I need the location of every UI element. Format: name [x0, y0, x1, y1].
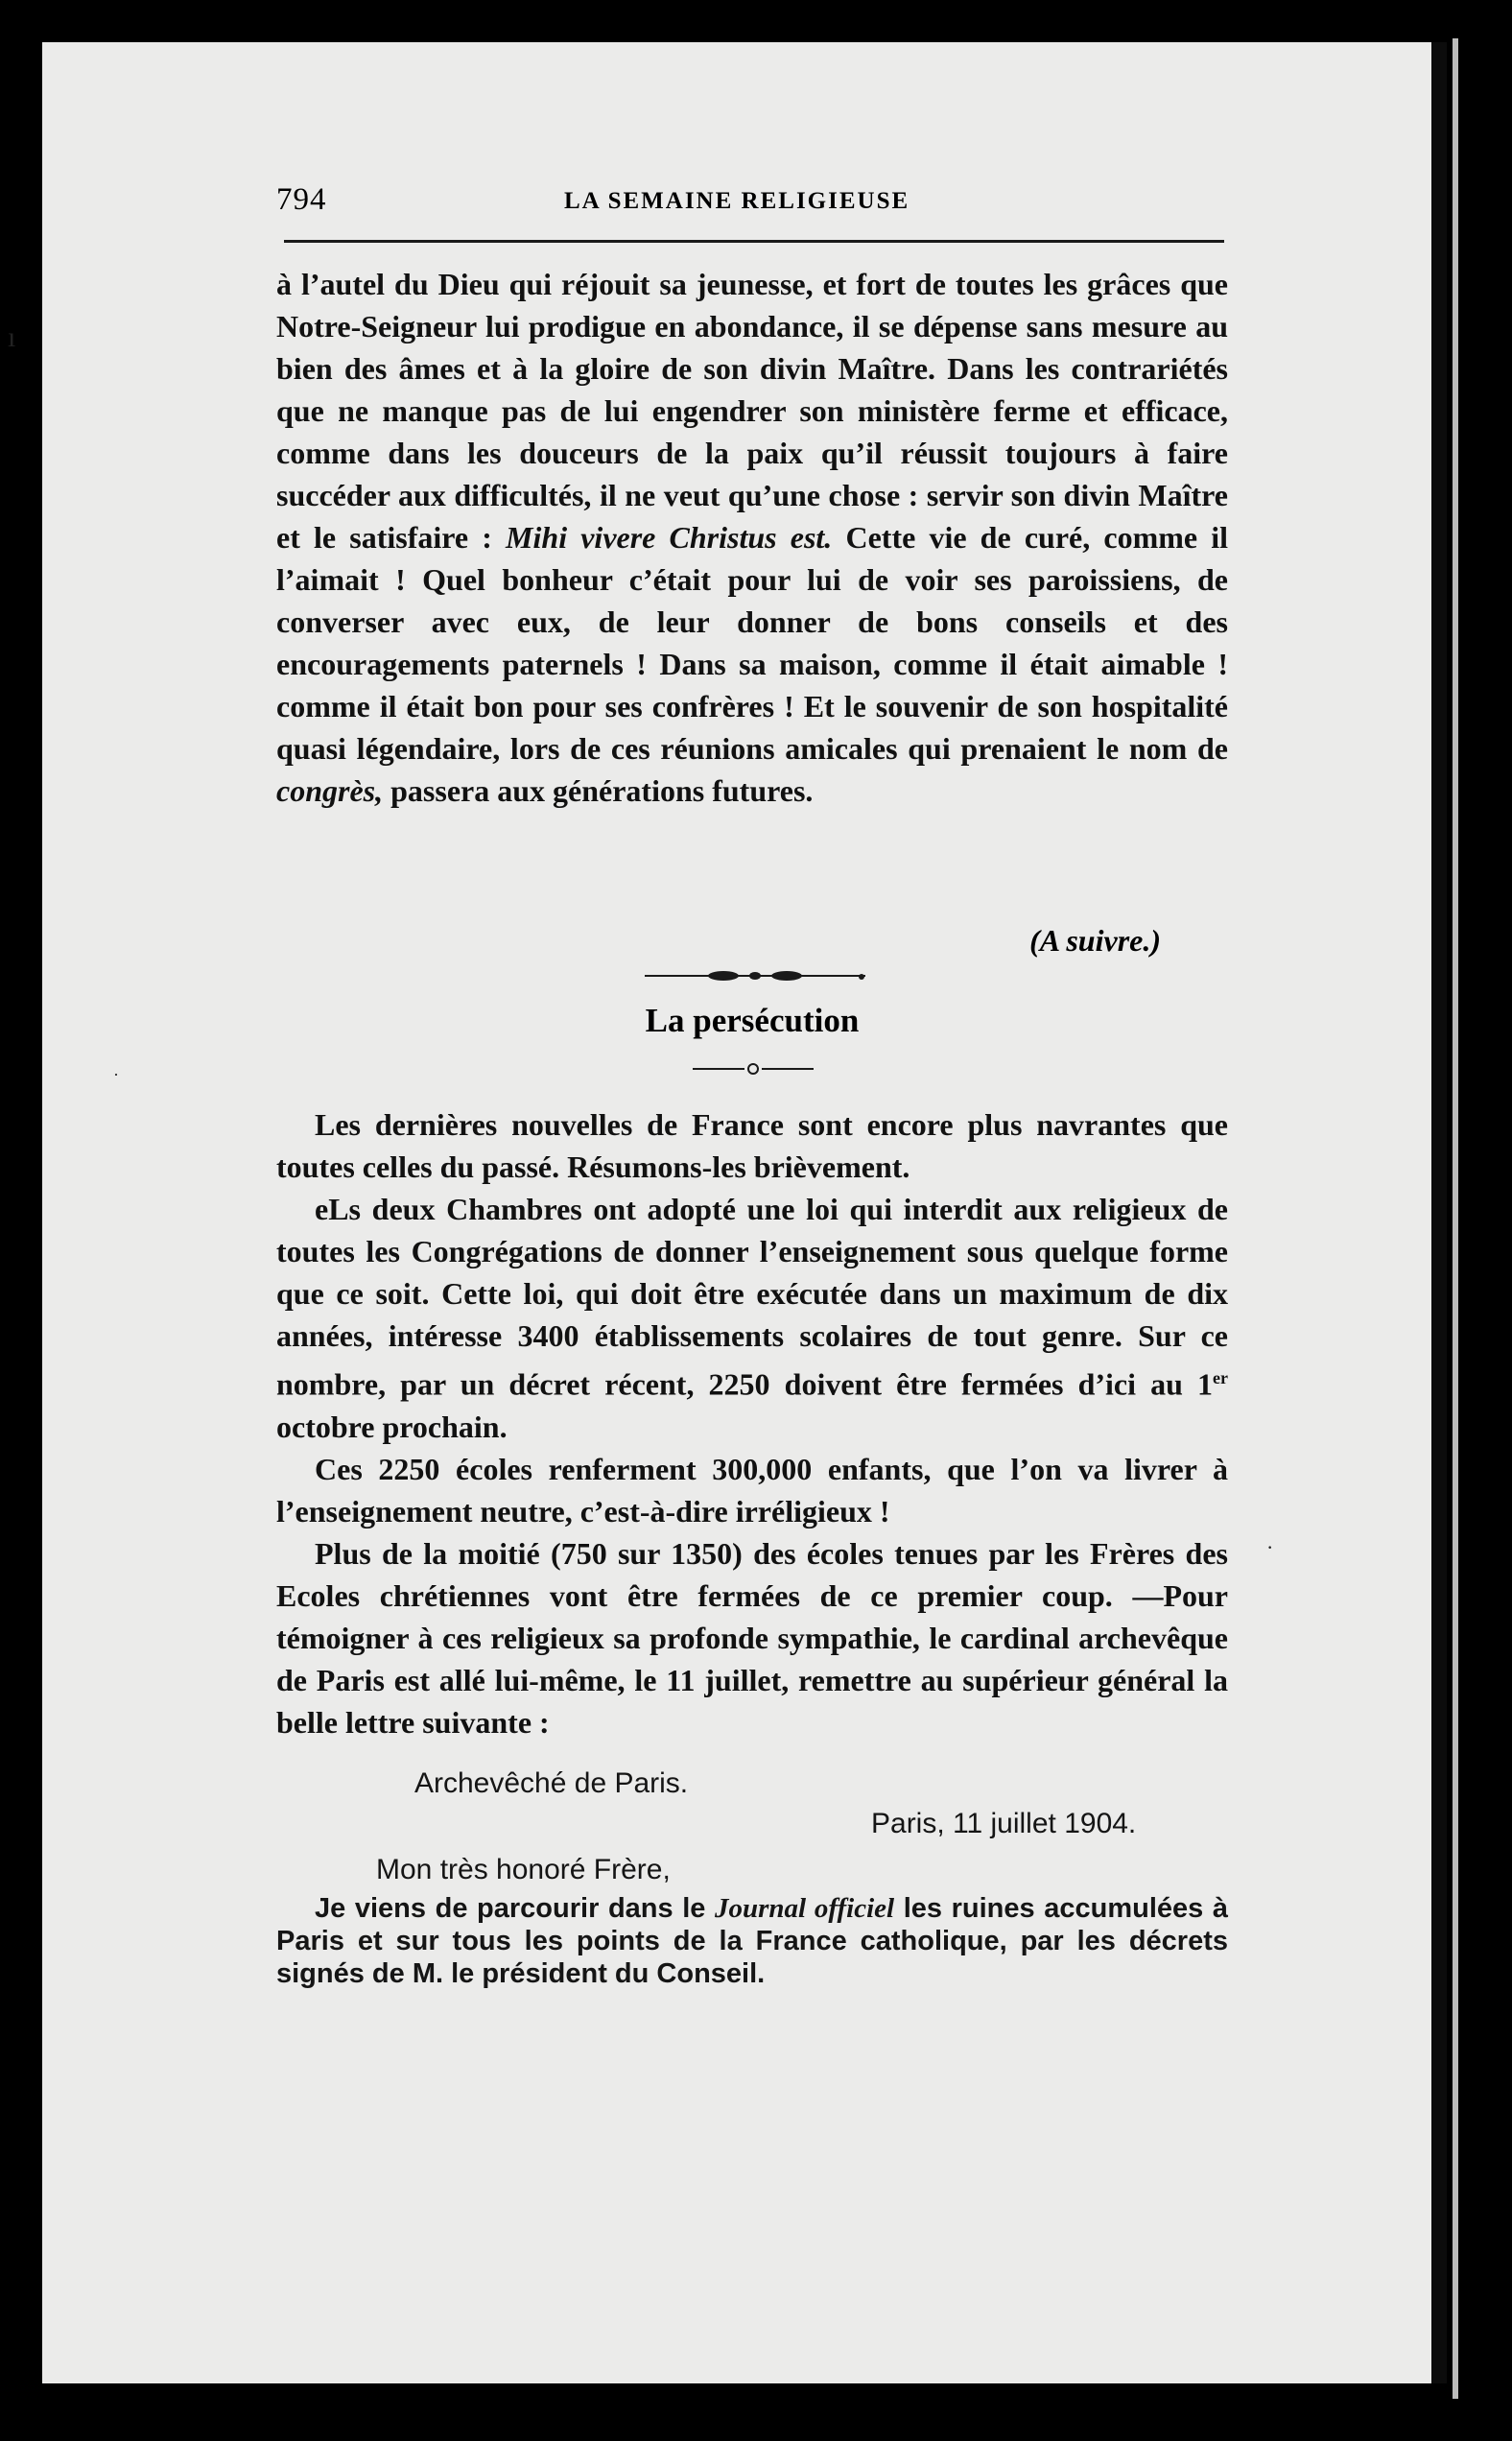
paragraph-text: octobre prochain.	[276, 1409, 508, 1444]
paragraph-text: Cette vie de curé, comme il l’aimait ! Quel bonheur c’était pour lui de voir ses paroissiens, de converser avec eux, de leur donner de bons conseils et des encouragements paternels ! Dans sa maison, comme il était aimable ! comme il était bon pour ses confrères ! Et le souvenir de son hospitalité quasi légendaire, lors de ces réunions amicales qui prenaient le nom de	[276, 520, 1229, 766]
next-page-edge	[1453, 38, 1458, 2399]
section-title: La persécution	[645, 1002, 860, 1039]
scan-mark: ·	[1266, 1535, 1274, 1559]
article-body	[276, 1103, 1228, 1743]
scan-mark: ı	[8, 321, 16, 353]
letter-date: Paris, 11 juillet 1904.	[871, 1808, 1137, 1839]
paragraph-text: à l’autel du Dieu qui réjouit sa jeunesse, et fort de toutes les grâces que Notre-Seigneur lui prodigue en abondance, il se dépense sans mesure au bien des âmes et à la gloire de son divin Maître. Dans les contrariétés que ne manque pas de lui engendrer son ministère ferme et efficace, comme dans les douceurs de la paix qu’il réussit toujours à faire succéder aux difficultés, il ne veut qu’une chose : servir son divin Maître et le satisfaire :	[276, 267, 1228, 555]
divider-ornament	[645, 965, 865, 986]
letterhead: Archevêché de Paris.	[414, 1767, 689, 1799]
paragraph-text: passera aux générations futures.	[390, 773, 814, 808]
body-paragraph: Les dernières nouvelles de France sont encore plus navrantes que toutes celles du passé. Résumons-les brièvement.	[276, 1107, 1228, 1184]
salutation: Mon très honoré Frère,	[376, 1854, 671, 1885]
to-be-continued: (A suivre.)	[1029, 923, 1161, 958]
body-paragraph: Plus de la moitié (750 sur 1350) des écoles tenues par les Frères des Ecoles chrétiennes vont être fermées de ce premier coup. —Pour témoigner à ces religieux sa profonde sympathie, le cardinal archevêque de Paris est allé lui-même, le 11 juillet, remettre au supérieur général la belle lettre suivante :	[276, 1535, 1228, 1740]
page-gutter	[1431, 42, 1447, 2383]
article-continuation	[276, 263, 1228, 812]
italic-word: congrès,	[276, 773, 384, 808]
scan-mark: ·	[113, 1065, 119, 1084]
latin-quote: Mihi vivere Christus est.	[506, 520, 833, 555]
page-header	[276, 182, 1228, 225]
small-divider-ornament	[693, 1059, 814, 1078]
journal-title: Journal officiel	[715, 1893, 895, 1924]
body-paragraph: Ces 2250 écoles renferment 300,000 enfants, que l’on va livrer à l’enseignement neutre, c’est-à-dire irréligieux !	[276, 1451, 1228, 1529]
running-title: LA SEMAINE RELIGIEUSE	[564, 188, 910, 214]
body-paragraph	[276, 1188, 1228, 1448]
paragraph-text: eLs deux Chambres ont adopté une loi qui interdit aux religieux de toutes les Congrégations de donner l’enseignement sous quelque forme que ce soit. Cette loi, qui doit être exécutée dans un maximum de dix années, intéresse 3400 établissements scolaires de tout genre. Sur ce nombre, par un décret récent, 2250 doivent être fermées d’ici au 1	[276, 1192, 1228, 1402]
page-number: 794	[276, 182, 327, 217]
letter-text: les ruines accumulées à Paris et sur tous les points de la France catholique, par les décrets signés de M. le président du Conseil.	[276, 1893, 1228, 1989]
closing-paragraph	[276, 263, 1228, 812]
letter-body	[276, 1892, 1228, 1990]
header-rule	[284, 240, 1224, 243]
letter-text: Je viens de parcourir dans le	[315, 1893, 706, 1924]
superscript: er	[1213, 1368, 1228, 1387]
